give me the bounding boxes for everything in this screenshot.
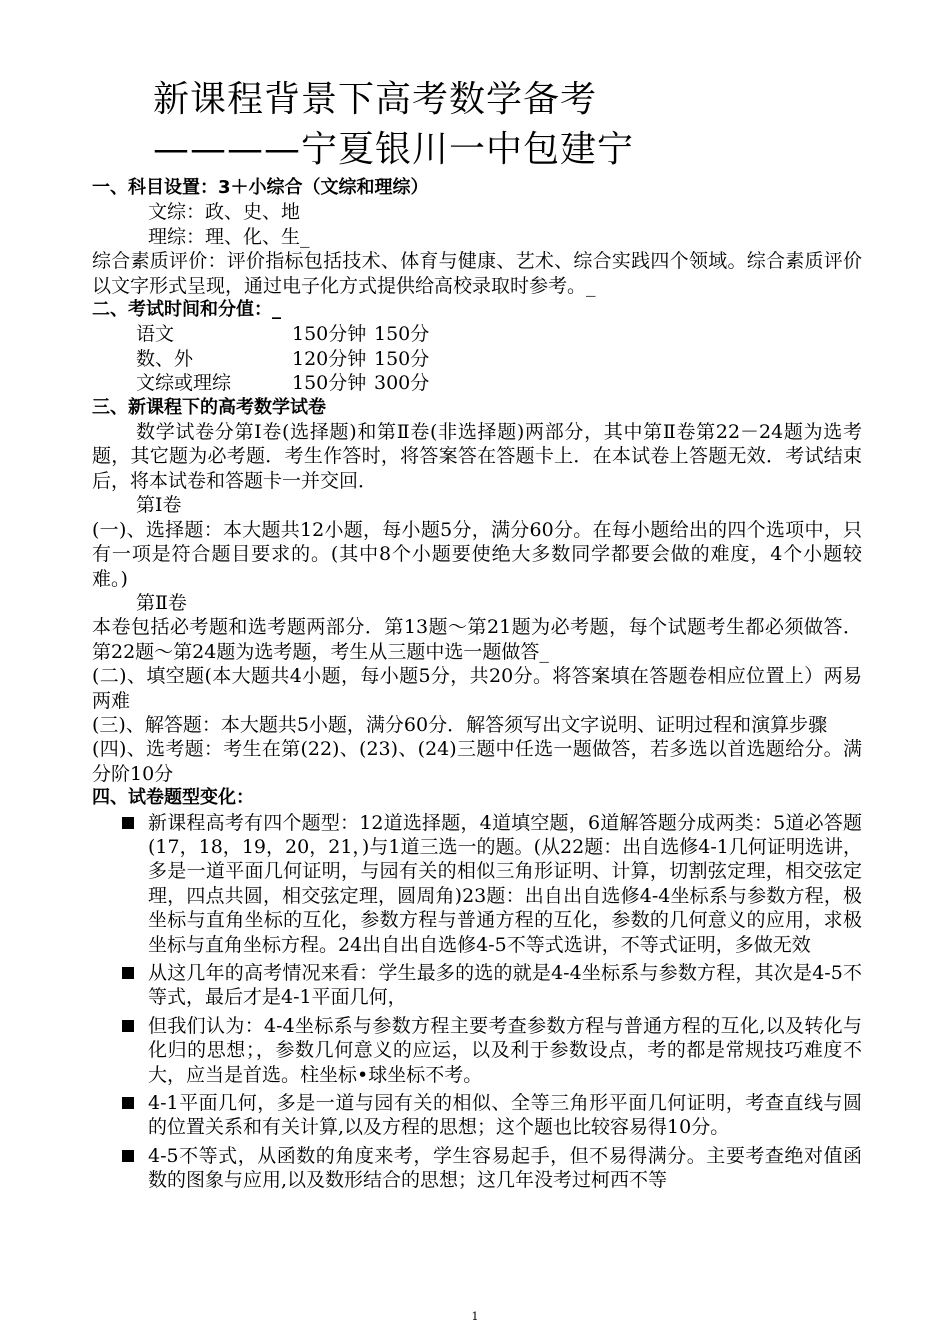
elective-questions-paragraph: (四)、选考题：考生在第(22)、(23)、(24)三题中任选一题做答，若多选以首选题给分。满分阶10分 xyxy=(92,738,862,785)
list-item xyxy=(92,1144,862,1193)
wenzong-line: 文综：政、史、地 xyxy=(148,201,301,224)
section-2-heading: 二、考试时间和分值：_ xyxy=(92,299,281,321)
volume-1-label: 第Ⅰ卷 xyxy=(136,494,182,517)
subject-cell: 数、外 xyxy=(136,347,194,370)
time-cell: 120分钟 xyxy=(292,347,367,370)
section-1-heading: 一、科目设置：3＋小综合（文综和理综） xyxy=(92,177,429,198)
exam-intro-paragraph: 数学试卷分第Ⅰ卷(选择题)和第Ⅱ卷(非选择题)两部分，其中第Ⅱ卷第22－24题为选考题，其它题为必考题．考生作答时，将答案答在答题卡上．在本试卷上答题无效．考试结束后，将本试卷和答题卡一并交回． xyxy=(92,421,862,492)
schedule-row xyxy=(92,371,862,395)
volume-2-label: 第Ⅱ卷 xyxy=(136,591,187,614)
list-item-text: 4-1平面几何，多是一道与园有关的相似、全等三角形平面几何证明，考查直线与圆的位置关系和有关计算,以及方程的思想；这个题也比较容易得10分。 xyxy=(148,1092,862,1139)
time-cell: 150分钟 xyxy=(292,323,367,346)
schedule-row xyxy=(92,347,862,371)
square-bullet-icon xyxy=(122,817,134,829)
score-cell: 150分 xyxy=(374,347,430,370)
question-type-list xyxy=(92,811,862,1193)
lizong-line: 理综：理、化、生_ xyxy=(148,225,310,248)
time-cell: 150分钟 xyxy=(292,372,367,395)
list-item-text: 从这几年的高考情况来看：学生最多的选的就是4-4坐标系与参数方程，其次是4-5不等式，最后才是4-1平面几何， xyxy=(148,962,862,1009)
page-number: 1 xyxy=(471,1310,479,1323)
list-item xyxy=(92,961,862,1010)
doc-author-line: ————宁夏银川一中包建宁 xyxy=(153,129,635,170)
section-3-heading: 三、新课程下的高考数学试卷 xyxy=(92,396,326,418)
square-bullet-icon xyxy=(122,1020,134,1032)
subject-cell: 文综或理综 xyxy=(136,372,232,395)
quality-evaluation-paragraph: 综合素质评价：评价指标包括技术、体育与健康、艺术、综合实践四个领域。综合素质评价以文字形式呈现，通过电子化方式提供给高校录取时参考。_ xyxy=(92,250,862,297)
schedule-row xyxy=(92,322,862,346)
score-cell: 150分 xyxy=(374,323,430,346)
list-item-text: 但我们认为：4-4坐标系与参数方程主要考查参数方程与普通方程的互化,以及转化与化归的思想；，参数几何意义的应运，以及利于参数设点，考的都是常规技巧难度不大，应当是首选。柱坐标•球坐标不考。 xyxy=(148,1014,862,1086)
answer-questions-paragraph: (三)、解答题：本大题共5小题，满分60分．解答须写出文字说明、证明过程和演算步骤 xyxy=(92,713,828,736)
volume-2-paragraph: 本卷包括必考题和选考题两部分．第13题～第21题为必考题，每个试题考生都必须做答．第22题～第24题为选考题，考生从三题中选一题做答_ xyxy=(92,616,862,663)
doc-title: 新课程背景下高考数学备考 xyxy=(153,79,598,120)
square-bullet-icon xyxy=(122,967,134,979)
subject-cell: 语文 xyxy=(136,323,175,346)
doc-body xyxy=(92,176,862,1197)
list-item xyxy=(92,1091,862,1140)
list-item xyxy=(92,811,862,957)
list-item xyxy=(92,1014,862,1087)
list-item-text: 新课程高考有四个题型：12道选择题，4道填空题，6道解答题分成两类：5道必答题(17，18，19，20，21，)与1道三选一的题。(从22题：出自选修4-1几何证明选讲，多是一道平面几何证明，与园有关的相似三角形证明、计算，切割弦定理，相交弦定理，四点共圆，相交弦定理，圆周角)23题：出自出自选修4-4坐标系与参数方程，极坐标与直角坐标的互化，参数方程与普通方程的互化，参数的几何意义的应用，求极坐标与直角坐标方程。24出自出自选修4-5不等式选讲，不等式证明，多做无效 xyxy=(148,811,862,956)
score-cell: 300分 xyxy=(374,372,430,395)
list-item-text: 4-5不等式，从函数的角度来考，学生容易起手，但不易得满分。主要考查绝对值函数的图象与应用,以及数形结合的思想；这几年没考过柯西不等 xyxy=(148,1144,862,1192)
square-bullet-icon xyxy=(122,1150,134,1162)
square-bullet-icon xyxy=(122,1097,134,1109)
multiple-choice-paragraph: (一)、选择题：本大题共12小题，每小题5分，满分60分。在每小题给出的四个选项中，只有一项是符合题目要求的。(其中8个小题要使绝大多数同学都要会做的难度，4个小题较难。) xyxy=(92,518,862,590)
section-4-heading: 四、试卷题型变化： xyxy=(92,787,254,809)
fill-blank-paragraph: (二)、填空题(本大题共4小题，每小题5分，共20分。将答案填在答题卷相应位置上）两易两难 xyxy=(92,665,862,712)
